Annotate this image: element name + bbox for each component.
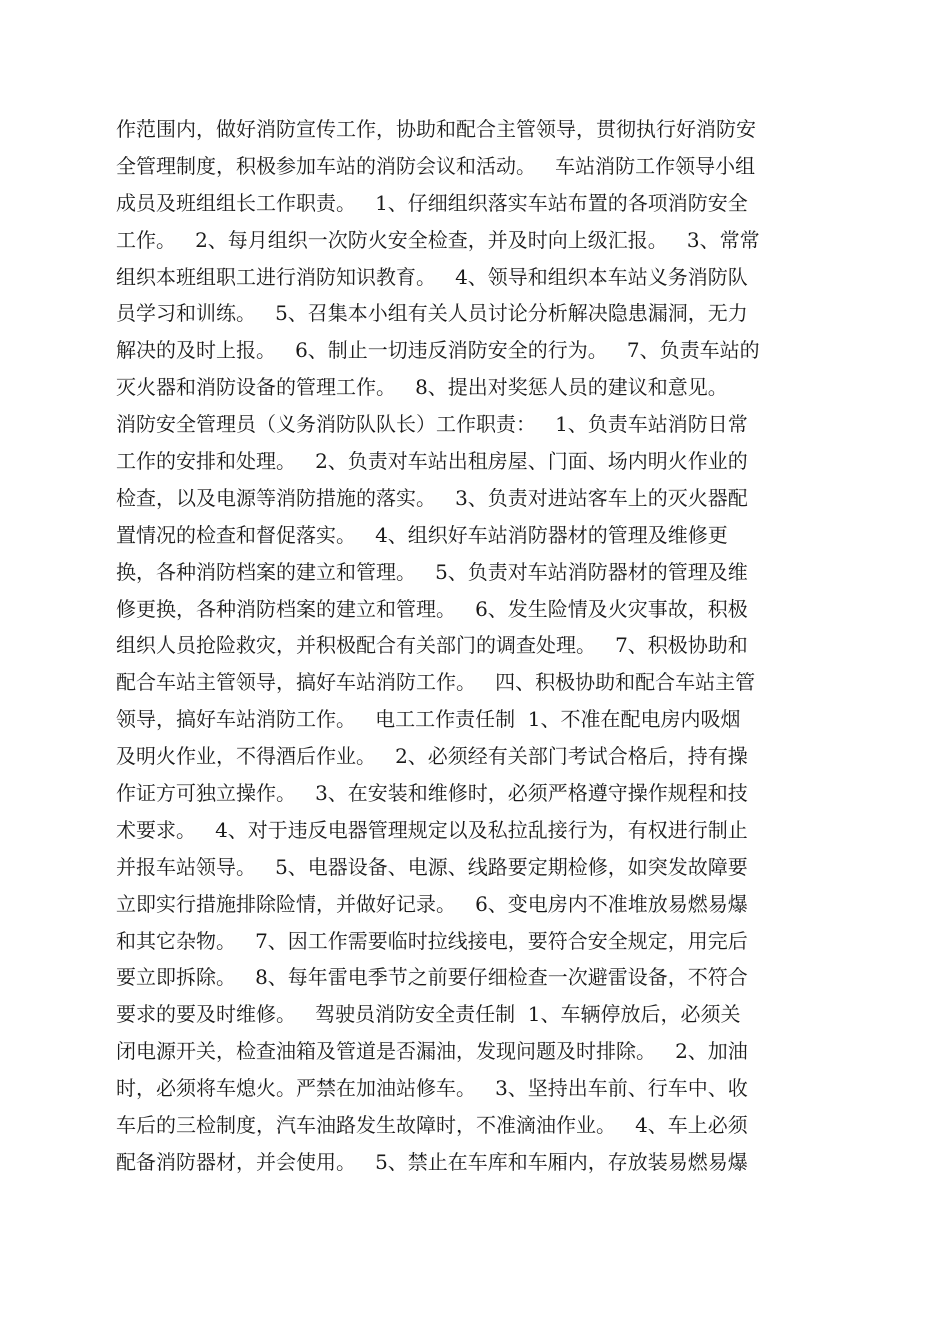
text-line: 员学习和训练。 5、召集本小组有关人员讨论分析解决隐患漏洞，无力	[116, 301, 748, 326]
text-line: 检查，以及电源等消防措施的落实。 3、负责对进站客车上的灭火器配	[116, 485, 748, 510]
text-line: 组织人员抢险救灾，并积极配合有关部门的调查处理。 7、积极协助和	[116, 633, 748, 658]
text-line: 配备消防器材，并会使用。 5、禁止在车库和车厢内，存放装易燃易爆	[116, 1149, 748, 1174]
body-text	[116, 111, 836, 1181]
text-line: 组织本班组职工进行消防知识教育。 4、领导和组织本车站义务消防队	[116, 264, 748, 289]
text-line: 工作。 2、每月组织一次防火安全检查，并及时向上级汇报。 3、常常	[116, 227, 760, 252]
text-line: 配合车站主管领导，搞好车站消防工作。 四、积极协助和配合车站主管	[116, 670, 756, 695]
text-line: 灭火器和消防设备的管理工作。 8、提出对奖惩人员的建议和意见。	[116, 375, 728, 400]
text-line: 要立即拆除。 8、每年雷电季节之前要仔细检查一次避雷设备，不符合	[116, 965, 748, 990]
text-line: 并报车站领导。 5、电器设备、电源、线路要定期检修，如突发故障要	[116, 854, 748, 879]
text-line: 作证方可独立操作。 3、在安装和维修时，必须严格遵守操作规程和技	[116, 781, 748, 806]
text-line: 立即实行措施排除险情，并做好记录。 6、变电房内不准堆放易燃易爆	[116, 891, 748, 916]
text-line: 及明火作业，不得酒后作业。 2、必须经有关部门考试合格后，持有操	[116, 744, 748, 769]
text-line: 作范围内，做好消防宣传工作，协助和配合主管领导，贯彻执行好消防安	[116, 117, 756, 141]
text-line: 术要求。 4、对于违反电器管理规定以及私拉乱接行为，有权进行制止	[116, 817, 748, 842]
text-line: 要求的要及时维修。 驾驶员消防安全责任制 1、车辆停放后，必须关	[116, 1002, 741, 1027]
text-line: 全管理制度，积极参加车站的消防会议和活动。 车站消防工作领导小组	[116, 153, 756, 178]
text-line: 解决的及时上报。 6、制止一切违反消防安全的行为。 7、负责车站的	[116, 338, 760, 363]
text-line: 成员及班组组长工作职责。 1、仔细组织落实车站布置的各项消防安全	[116, 190, 748, 215]
text-line: 置情况的检查和督促落实。 4、组织好车站消防器材的管理及维修更	[116, 522, 728, 547]
text-line: 和其它杂物。 7、因工作需要临时拉线接电，要符合安全规定，用完后	[116, 928, 748, 953]
text-line: 消防安全管理员（义务消防队队长）工作职责： 1、负责车站消防日常	[116, 412, 748, 437]
text-line: 闭电源开关，检查油箱及管道是否漏油，发现问题及时排除。 2、加油	[116, 1039, 748, 1064]
text-line: 工作的安排和处理。 2、负责对车站出租房屋、门面、场内明火作业的	[116, 449, 748, 474]
text-line: 时，必须将车熄火。严禁在加油站修车。 3、坚持出车前、行车中、收	[116, 1076, 748, 1101]
text-line: 领导，搞好车站消防工作。 电工工作责任制 1、不准在配电房内吸烟	[116, 707, 741, 732]
text-line: 换，各种消防档案的建立和管理。 5、负责对车站消防器材的管理及维	[116, 559, 748, 584]
text-line: 修更换，各种消防档案的建立和管理。 6、发生险情及火灾事故，积极	[116, 596, 748, 621]
text-line: 车后的三检制度，汽车油路发生故障时，不准滴油作业。 4、车上必须	[116, 1113, 748, 1138]
